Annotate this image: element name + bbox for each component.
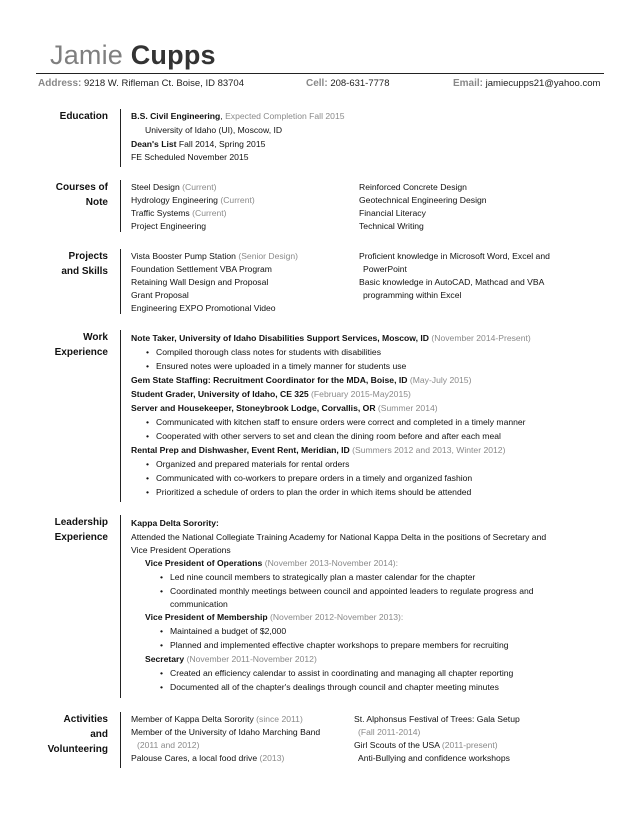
work-heading-line-2: Experience [54,347,108,358]
last-name: Cupps [130,40,216,70]
leadership-heading-line-1: Leadership [54,517,108,528]
job-bullet: • Organized and prepared materials for rental orders [146,459,349,469]
role-bullet: • Documented all of the chapter's dealings through council and chapter meeting minutes [160,682,499,692]
job-title: Rental Prep and Dishwasher, Event Rent, Meridian, ID (Summers 2012 and 2013, Winter 2012) [131,445,506,455]
education-heading [60,109,108,124]
role-bullet: • Coordinated monthly meetings between council and appointed leaders to regulate progress and [160,586,534,596]
skill-item: programming within Excel [363,290,462,300]
education-divider [120,109,121,167]
projects-heading-line-2: and Skills [61,266,108,277]
activity-item: Girl Scouts of the USA (2011-present) [354,740,498,750]
role-bullet: • Maintained a budget of $2,000 [160,626,286,636]
job-bullet: • Communicated with kitchen staff to ensure orders were correct and completed in a timely manner [146,417,526,427]
job-title: Gem State Staffing: Recruitment Coordinator for the MDA, Boise, ID (May-July 2015) [131,375,472,385]
activities-heading-line-2: and [90,729,108,740]
role-title: Secretary (November 2011-November 2012) [145,654,317,664]
skill-item: Proficient knowledge in Microsoft Word, Excel and [359,251,550,261]
course-item: Technical Writing [359,221,424,231]
activity-item: Palouse Cares, a local food drive (2013) [131,753,285,763]
work-heading [55,330,108,360]
role-bullet-continued: communication [170,599,228,609]
projects-heading [61,249,108,279]
skill-item: PowerPoint [363,264,407,274]
role-title: Vice President of Membership (November 2012-November 2013): [145,612,404,622]
projects-divider [120,249,121,314]
education-heading-text: Education [59,111,108,122]
activities-heading-line-1: Activities [63,714,108,725]
courses-heading [56,180,108,210]
job-bullet: • Communicated with co-workers to prepare orders in a timely and organized fashion [146,473,472,483]
course-item: Geotechnical Engineering Design [359,195,487,205]
email-value: jamiecupps21@yahoo.com [485,78,601,89]
completion: Expected Completion Fall 2015 [225,111,345,121]
project-item: Engineering EXPO Promotional Video [131,303,276,313]
role-title: Vice President of Operations (November 2013-November 2014): [145,558,398,568]
project-item: Vista Booster Pump Station (Senior Design) [131,251,299,261]
activity-dates: (Fall 2011-2014) [358,727,421,737]
resume-name [50,40,216,71]
job-bullet: • Compiled thorough class notes for students with disabilities [146,347,381,357]
deans-list-terms: Fall 2014, Spring 2015 [178,139,266,149]
activity-item: Member of the University of Idaho Marching Band [131,727,321,737]
courses-heading-line-1: Courses of [55,182,108,193]
fe-scheduled: FE Scheduled November 2015 [131,152,249,162]
job-title: Server and Housekeeper, Stoneybrook Lodge, Corvallis, OR (Summer 2014) [131,403,438,413]
course-item: Traffic Systems (Current) [131,208,227,218]
courses-heading-line-2: Note [85,197,108,208]
job-title: Student Grader, University of Idaho, CE 325 (February 2015-May2015) [131,389,411,399]
activities-divider [120,712,121,768]
job-title: Note Taker, University of Idaho Disabilities Support Services, Moscow, ID (November 2014-Present) [131,333,531,343]
skill-item: Basic knowledge in AutoCAD, Mathcad and VBA [359,277,545,287]
leadership-org: Kappa Delta Sorority: [131,518,219,528]
project-item: Foundation Settlement VBA Program [131,264,272,274]
leadership-intro: Attended the National Collegiate Training Academy for National Kappa Delta in the positions of Secretary and [131,532,547,542]
activities-heading-line-3: Volunteering [47,744,108,755]
deans-list-line [131,139,265,149]
education-school: University of Idaho (UI), Moscow, ID [145,125,283,135]
email-label: Email: [453,78,484,89]
address-value: 9218 W. Rifleman Ct. Boise, ID 83704 [84,78,244,89]
role-bullet: • Led nine council members to strategically plan a master calendar for the chapter [160,572,475,582]
leadership-heading-line-2: Experience [54,532,108,543]
education-degree-line [131,111,345,121]
project-item: Grant Proposal [131,290,189,300]
projects-heading-line-1: Projects [68,251,108,262]
course-item: Project Engineering [131,221,207,231]
activity-item: St. Alphonsus Festival of Trees: Gala Setup [354,714,520,724]
deans-list-label: Dean's List [131,139,177,149]
course-item: Hydrology Engineering (Current) [131,195,255,205]
degree-comma: , [220,111,223,121]
work-heading-line-1: Work [83,332,108,343]
activities-heading [48,712,108,757]
activity-item: Anti-Bullying and confidence workshops [358,753,510,763]
leadership-intro: Vice President Operations [131,545,231,555]
course-item: Reinforced Concrete Design [359,182,467,192]
job-bullet: • Ensured notes were uploaded in a timely manner for students use [146,361,406,371]
role-bullet: • Created an efficiency calendar to assist in coordinating and managing all chapter reporting [160,668,513,678]
cell-label: Cell: [306,78,328,89]
address-label: Address: [38,78,82,89]
job-bullet: • Prioritized a schedule of orders to plan the order in which items should be attended [146,487,471,497]
first-name: Jamie [50,40,124,70]
role-bullet: • Planned and implemented effective chapter workshops to prepare members for recruiting [160,640,509,650]
leadership-divider [120,515,121,698]
email-line [453,78,600,89]
leadership-heading [55,515,108,545]
job-bullet: • Cooperated with other servers to set and clean the dining room before and after each meal [146,431,501,441]
activity-dates: (2011 and 2012) [137,740,200,750]
activity-item: Member of Kappa Delta Sorority (since 2011) [131,714,303,724]
address-line [38,78,244,89]
header-divider [36,73,604,74]
course-item: Financial Literacy [359,208,426,218]
cell-line [306,78,389,89]
course-item: Steel Design (Current) [131,182,217,192]
cell-value: 208-631-7778 [330,78,390,89]
degree: B.S. Civil Engineering [131,111,221,121]
project-item: Retaining Wall Design and Proposal [131,277,269,287]
courses-divider [120,180,121,232]
work-divider [120,330,121,502]
